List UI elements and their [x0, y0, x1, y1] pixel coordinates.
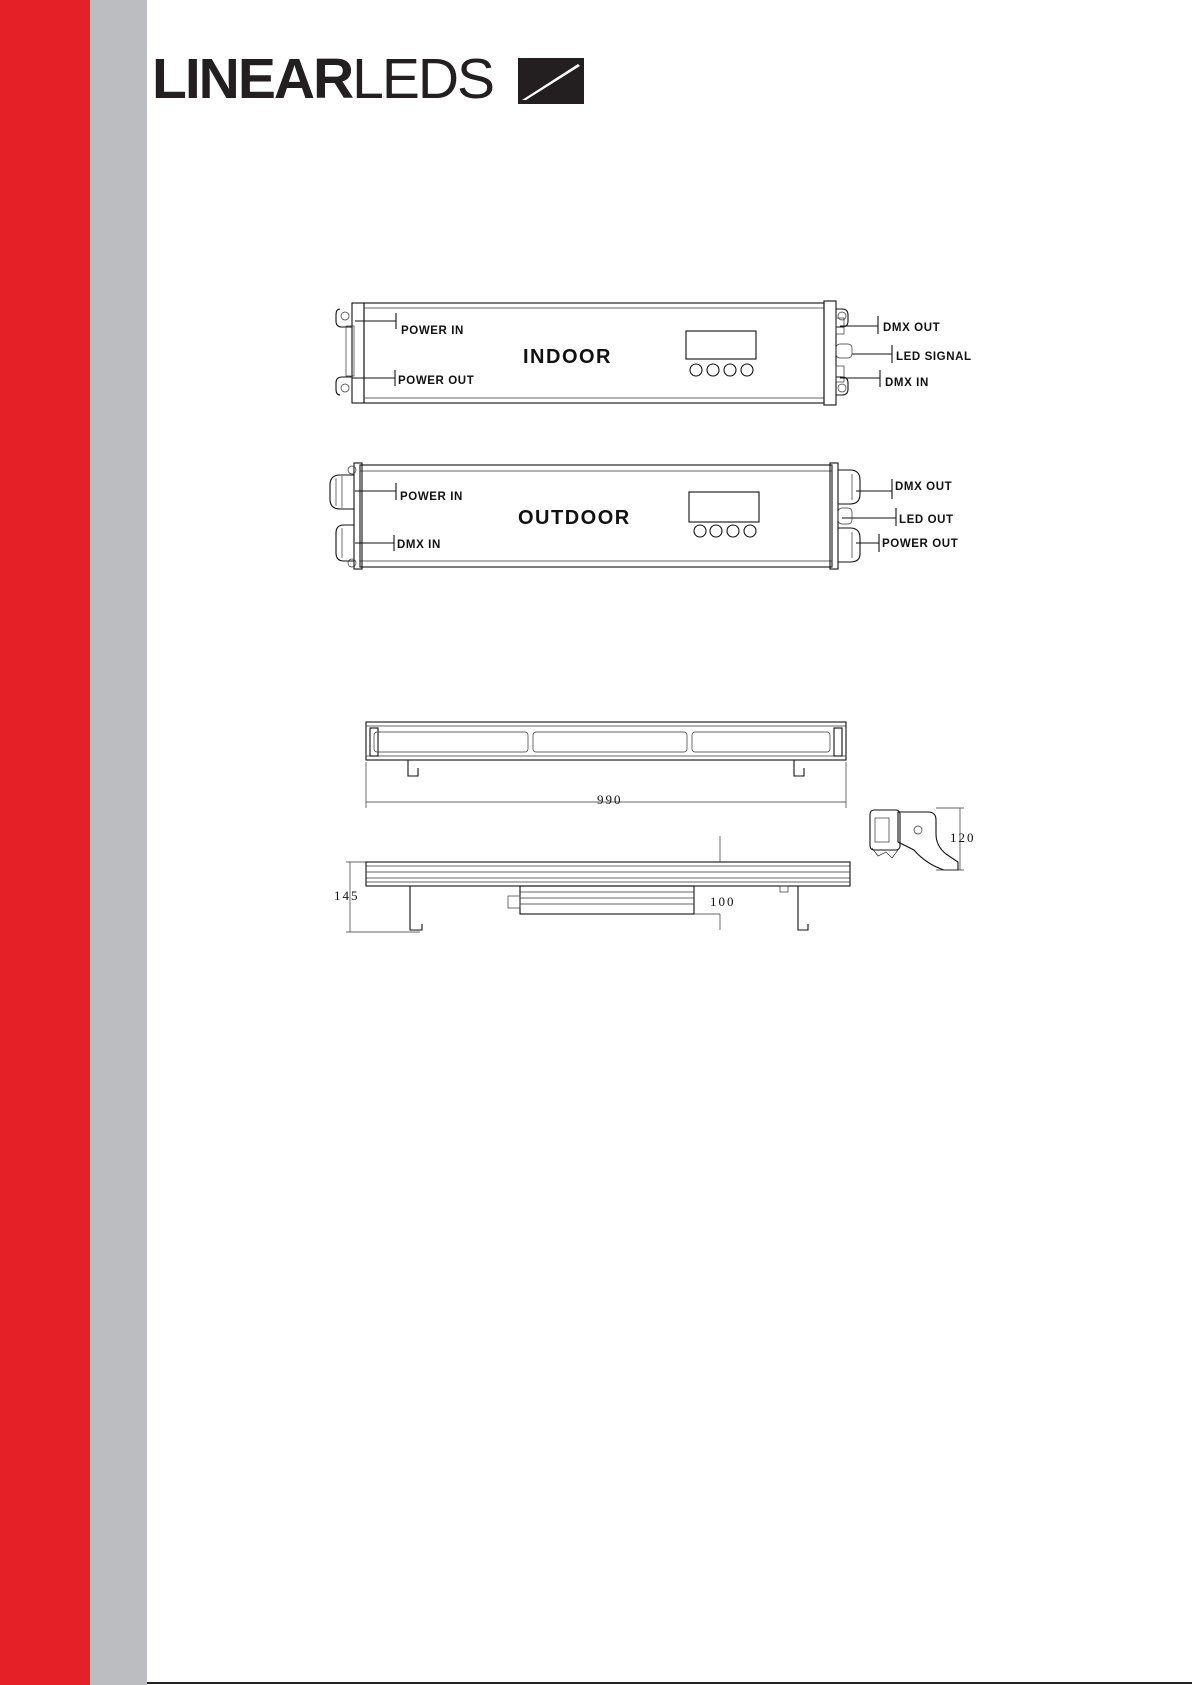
indoor-display-icon — [686, 331, 756, 359]
front-view — [366, 722, 846, 808]
indoor-view — [336, 301, 972, 405]
side-view — [334, 836, 850, 932]
end-view — [870, 808, 976, 870]
outdoor-power-in-label: POWER IN — [400, 491, 463, 503]
outdoor-view — [330, 463, 958, 569]
outdoor-display-icon — [689, 492, 759, 522]
indoor-title: INDOOR — [523, 346, 612, 368]
indoor-led-signal-label: LED SIGNAL — [896, 351, 972, 363]
indoor-dmx-out-label: DMX OUT — [883, 322, 941, 334]
indoor-power-out-label: POWER OUT — [398, 375, 475, 387]
outdoor-dmx-in-label: DMX IN — [397, 539, 441, 551]
indoor-power-in-label: POWER IN — [401, 325, 464, 337]
footer-rule — [147, 1682, 1192, 1684]
dimension-length-label: 990 — [597, 792, 623, 807]
outdoor-dmx-out-label: DMX OUT — [895, 481, 953, 493]
logo-wordmark: LINEARLEDS — [152, 47, 494, 111]
outdoor-power-out-label: POWER OUT — [882, 538, 959, 550]
outdoor-title: OUTDOOR — [518, 507, 631, 529]
indoor-dmx-in-label: DMX IN — [885, 377, 929, 389]
outdoor-led-out-label: LED OUT — [899, 514, 954, 526]
dimension-height-label: 145 — [334, 888, 360, 903]
dimension-driver-label: 100 — [710, 894, 736, 909]
dimension-bracket-label: 120 — [950, 830, 976, 845]
